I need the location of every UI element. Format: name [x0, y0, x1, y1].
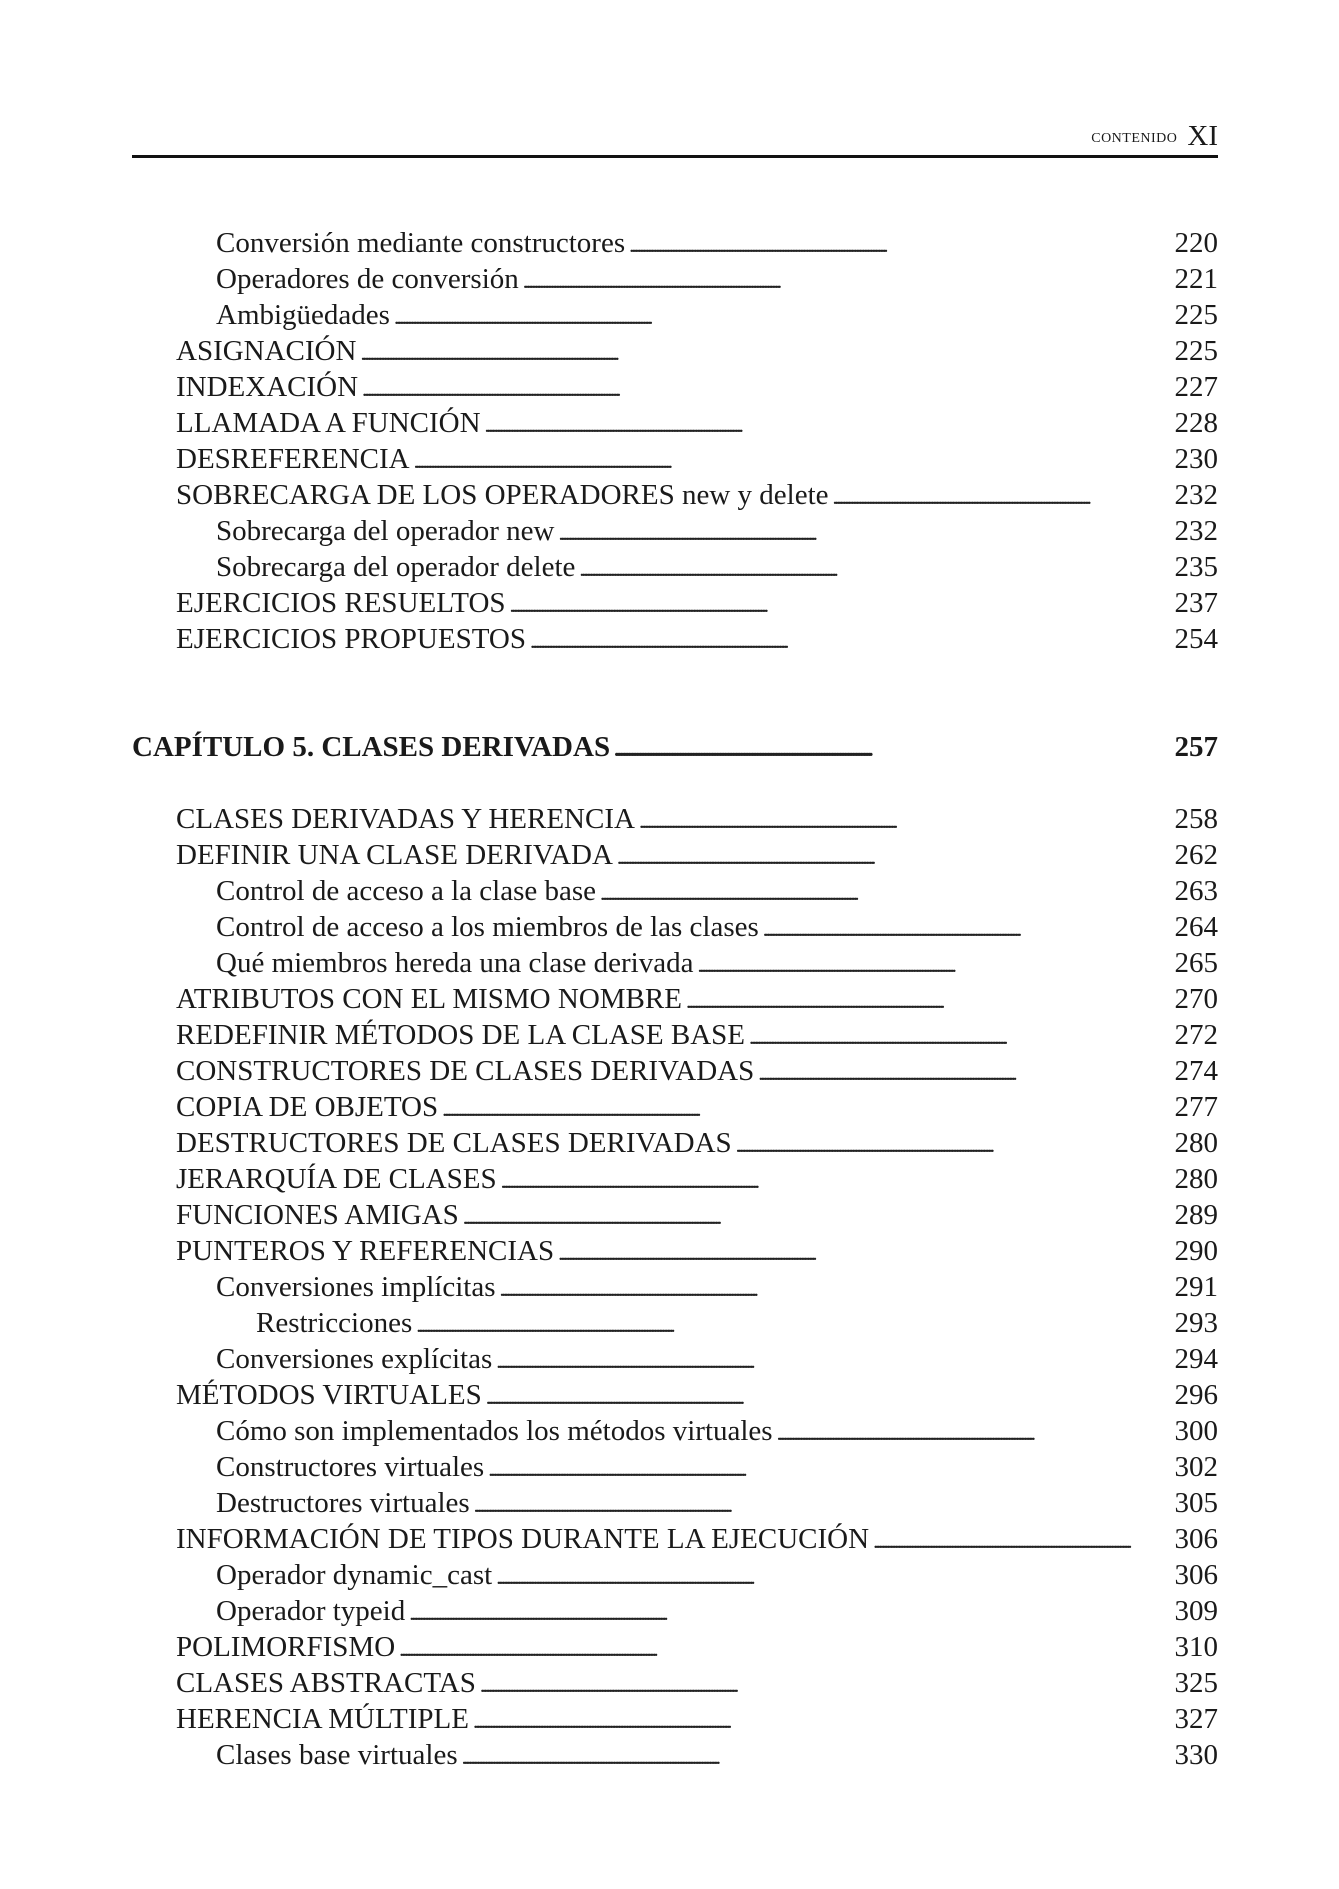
- toc-entry: [176, 1162, 1218, 1196]
- toc-entry-page: 235: [1174, 551, 1218, 583]
- toc-entry-page: 270: [1174, 983, 1218, 1015]
- toc-entry-title: Operador typeid: [216, 1595, 406, 1627]
- toc-entry: [176, 1054, 1218, 1088]
- toc-entry-title: ATRIBUTOS CON EL MISMO NOMBRE: [176, 983, 682, 1015]
- toc-entry-title: PUNTEROS Y REFERENCIAS: [176, 1235, 555, 1267]
- dot-leader: [600, 874, 1164, 911]
- toc-entry: [176, 442, 1218, 476]
- dot-leader: [617, 838, 1164, 875]
- toc-entry-page: 309: [1174, 1595, 1218, 1627]
- toc-entry: [176, 1666, 1218, 1700]
- toc-entry: [176, 1378, 1218, 1412]
- dot-leader: [558, 1234, 1164, 1271]
- toc-entry-page: 232: [1174, 515, 1218, 547]
- dot-leader: [833, 478, 1164, 515]
- dot-leader: [416, 1306, 1164, 1343]
- toc-entry-page: 257: [1174, 731, 1218, 763]
- toc-entry-title: Conversiones explícitas: [216, 1343, 493, 1375]
- dot-leader: [763, 910, 1164, 947]
- toc-entry-page: 220: [1174, 227, 1218, 259]
- toc-entry-page: 221: [1174, 263, 1218, 295]
- toc-entry-page: 305: [1174, 1487, 1218, 1519]
- toc-entry-title: Restricciones: [256, 1307, 413, 1339]
- toc-entry: [216, 226, 1218, 260]
- toc-entry-page: 289: [1174, 1199, 1218, 1231]
- toc-entry-title: Conversiones implícitas: [216, 1271, 496, 1303]
- dot-leader: [697, 946, 1164, 983]
- toc-entry-page: 225: [1174, 335, 1218, 367]
- dot-leader: [496, 1342, 1164, 1379]
- dot-leader: [362, 370, 1164, 407]
- dot-leader: [360, 334, 1164, 371]
- running-header-section: contenido: [1091, 125, 1178, 147]
- toc-entry-page: 232: [1174, 479, 1218, 511]
- dot-leader: [485, 406, 1164, 443]
- dot-leader: [614, 730, 1164, 767]
- toc-entry-page: 302: [1174, 1451, 1218, 1483]
- dot-leader: [558, 514, 1164, 551]
- toc-entry: [176, 838, 1218, 872]
- toc-entry-title: INFORMACIÓN DE TIPOS DURANTE LA EJECUCIÓN: [176, 1523, 870, 1555]
- dot-leader: [758, 1054, 1164, 1091]
- toc-entry: [176, 1522, 1218, 1556]
- dot-leader: [523, 262, 1164, 299]
- toc-entry: [176, 982, 1218, 1016]
- toc-entry-title: ASIGNACIÓN: [176, 335, 357, 367]
- toc-entry-title: HERENCIA MÚLTIPLE: [176, 1703, 469, 1735]
- dot-leader: [873, 1522, 1164, 1559]
- toc-entry-title: JERARQUÍA DE CLASES: [176, 1163, 497, 1195]
- toc-entry-page: 296: [1174, 1379, 1218, 1411]
- dot-leader: [686, 982, 1164, 1019]
- dot-leader: [409, 1594, 1164, 1631]
- toc-entry: [216, 1414, 1218, 1448]
- dot-leader: [749, 1018, 1164, 1055]
- toc-entry-page: 300: [1174, 1415, 1218, 1447]
- toc-entry: [176, 1126, 1218, 1160]
- toc-chapter-entry: [132, 730, 1218, 764]
- toc-entry-title: EJERCICIOS PROPUESTOS: [176, 623, 526, 655]
- toc-entry-title: FUNCIONES AMIGAS: [176, 1199, 459, 1231]
- toc-entry-page: 330: [1174, 1739, 1218, 1771]
- toc-entry-page: 264: [1174, 911, 1218, 943]
- toc-entry-page: 265: [1174, 947, 1218, 979]
- toc-entry-page: 258: [1174, 803, 1218, 835]
- toc-entry-title: Ambigüedades: [216, 299, 390, 331]
- toc-entry-title: Conversión mediante constructores: [216, 227, 626, 259]
- toc-entry: [216, 910, 1218, 944]
- toc-entry-title: LLAMADA A FUNCIÓN: [176, 407, 481, 439]
- toc-entry: [216, 1270, 1218, 1304]
- dot-leader: [579, 550, 1164, 587]
- toc-entry-title: MÉTODOS VIRTUALES: [176, 1379, 482, 1411]
- toc-entry-page: 325: [1174, 1667, 1218, 1699]
- dot-leader: [510, 586, 1164, 623]
- dot-leader: [629, 226, 1164, 263]
- toc-entry-title: CLASES DERIVADAS Y HERENCIA: [176, 803, 635, 835]
- toc-entry: [216, 1738, 1218, 1772]
- toc-entry: [176, 370, 1218, 404]
- toc-entry-page: 272: [1174, 1019, 1218, 1051]
- dot-leader: [736, 1126, 1164, 1163]
- dot-leader: [399, 1630, 1164, 1667]
- toc-entry-page: 291: [1174, 1271, 1218, 1303]
- dot-leader: [474, 1486, 1164, 1523]
- toc-entry: [216, 550, 1218, 584]
- toc-entry: [176, 622, 1218, 656]
- toc-entry-title: Control de acceso a la clase base: [216, 875, 597, 907]
- toc-entry-title: Operadores de conversión: [216, 263, 519, 295]
- toc-entry: [216, 1450, 1218, 1484]
- dot-leader: [480, 1666, 1164, 1703]
- toc-entry: [216, 1342, 1218, 1376]
- toc-entry: [176, 1630, 1218, 1664]
- toc-entry-title: SOBRECARGA DE LOS OPERADORES new y delete: [176, 479, 829, 511]
- dot-leader: [414, 442, 1164, 479]
- page-number: XI: [1187, 120, 1218, 152]
- toc-entry-page: 262: [1174, 839, 1218, 871]
- toc-entry-page: 237: [1174, 587, 1218, 619]
- toc-entry-title: POLIMORFISMO: [176, 1631, 396, 1663]
- toc-entry: [176, 802, 1218, 836]
- toc-entry: [216, 514, 1218, 548]
- toc-entry-page: 280: [1174, 1163, 1218, 1195]
- toc-entry-page: 274: [1174, 1055, 1218, 1087]
- toc-entry-title: Qué miembros hereda una clase derivada: [216, 947, 694, 979]
- dot-leader: [501, 1162, 1164, 1199]
- dot-leader: [639, 802, 1164, 839]
- toc-entry-title: DESTRUCTORES DE CLASES DERIVADAS: [176, 1127, 732, 1159]
- toc-entry-page: 290: [1174, 1235, 1218, 1267]
- toc-entry: [176, 1018, 1218, 1052]
- toc-entry-title: Destructores virtuales: [216, 1487, 470, 1519]
- toc-entry: [216, 1594, 1218, 1628]
- toc-entry: [176, 406, 1218, 440]
- dot-leader: [496, 1558, 1164, 1595]
- toc-entry-title: Operador dynamic_cast: [216, 1559, 493, 1591]
- toc-entry: [176, 1198, 1218, 1232]
- toc-entry-page: 310: [1174, 1631, 1218, 1663]
- toc-entry-page: 280: [1174, 1127, 1218, 1159]
- dot-leader: [442, 1090, 1164, 1127]
- dot-leader: [488, 1450, 1164, 1487]
- toc-entry-title: REDEFINIR MÉTODOS DE LA CLASE BASE: [176, 1019, 746, 1051]
- toc-entry-title: CONSTRUCTORES DE CLASES DERIVADAS: [176, 1055, 755, 1087]
- toc-entry-title: CAPÍTULO 5. CLASES DERIVADAS: [132, 731, 611, 763]
- toc-entry-title: Constructores virtuales: [216, 1451, 485, 1483]
- toc-entry-page: 230: [1174, 443, 1218, 475]
- toc-entry: [216, 298, 1218, 332]
- toc-entry-page: 327: [1174, 1703, 1218, 1735]
- toc-entry: [176, 1234, 1218, 1268]
- toc-entry-title: Sobrecarga del operador delete: [216, 551, 576, 583]
- toc-entry-page: 306: [1174, 1559, 1218, 1591]
- dot-leader: [463, 1198, 1164, 1235]
- toc-entry-title: INDEXACIÓN: [176, 371, 359, 403]
- toc-entry: [216, 262, 1218, 296]
- running-header: [132, 118, 1218, 158]
- toc-entry: [256, 1306, 1218, 1340]
- toc-entry: [216, 1486, 1218, 1520]
- toc-entry-page: 293: [1174, 1307, 1218, 1339]
- toc-entry-page: 254: [1174, 623, 1218, 655]
- toc-entry: [176, 334, 1218, 368]
- dot-leader: [777, 1414, 1164, 1451]
- toc-entry-title: DEFINIR UNA CLASE DERIVADA: [176, 839, 613, 871]
- toc-entry-title: DESREFERENCIA: [176, 443, 410, 475]
- toc-entry-page: 228: [1174, 407, 1218, 439]
- dot-leader: [500, 1270, 1165, 1307]
- toc-entry-title: COPIA DE OBJETOS: [176, 1091, 439, 1123]
- dot-leader: [462, 1738, 1164, 1775]
- toc-entry-title: CLASES ABSTRACTAS: [176, 1667, 476, 1699]
- toc-entry-page: 227: [1174, 371, 1218, 403]
- toc-entry-title: Clases base virtuales: [216, 1739, 458, 1771]
- toc-entry: [216, 874, 1218, 908]
- toc-entry: [176, 1090, 1218, 1124]
- toc-entry: [216, 946, 1218, 980]
- dot-leader: [486, 1378, 1164, 1415]
- dot-leader: [530, 622, 1164, 659]
- toc-entry-page: 263: [1174, 875, 1218, 907]
- dot-leader: [394, 298, 1164, 335]
- toc-entry-page: 306: [1174, 1523, 1218, 1555]
- toc-entry-title: Sobrecarga del operador new: [216, 515, 555, 547]
- toc-entry: [176, 478, 1218, 512]
- toc-entry: [176, 586, 1218, 620]
- toc-entry-title: Control de acceso a los miembros de las clases: [216, 911, 759, 943]
- toc-entry-page: 294: [1174, 1343, 1218, 1375]
- toc-entry: [216, 1558, 1218, 1592]
- toc-entry-page: 225: [1174, 299, 1218, 331]
- dot-leader: [473, 1702, 1164, 1739]
- toc-entry-page: 277: [1174, 1091, 1218, 1123]
- toc-entry-title: Cómo son implementados los métodos virtuales: [216, 1415, 773, 1447]
- toc-entry: [176, 1702, 1218, 1736]
- toc-entry-title: EJERCICIOS RESUELTOS: [176, 587, 506, 619]
